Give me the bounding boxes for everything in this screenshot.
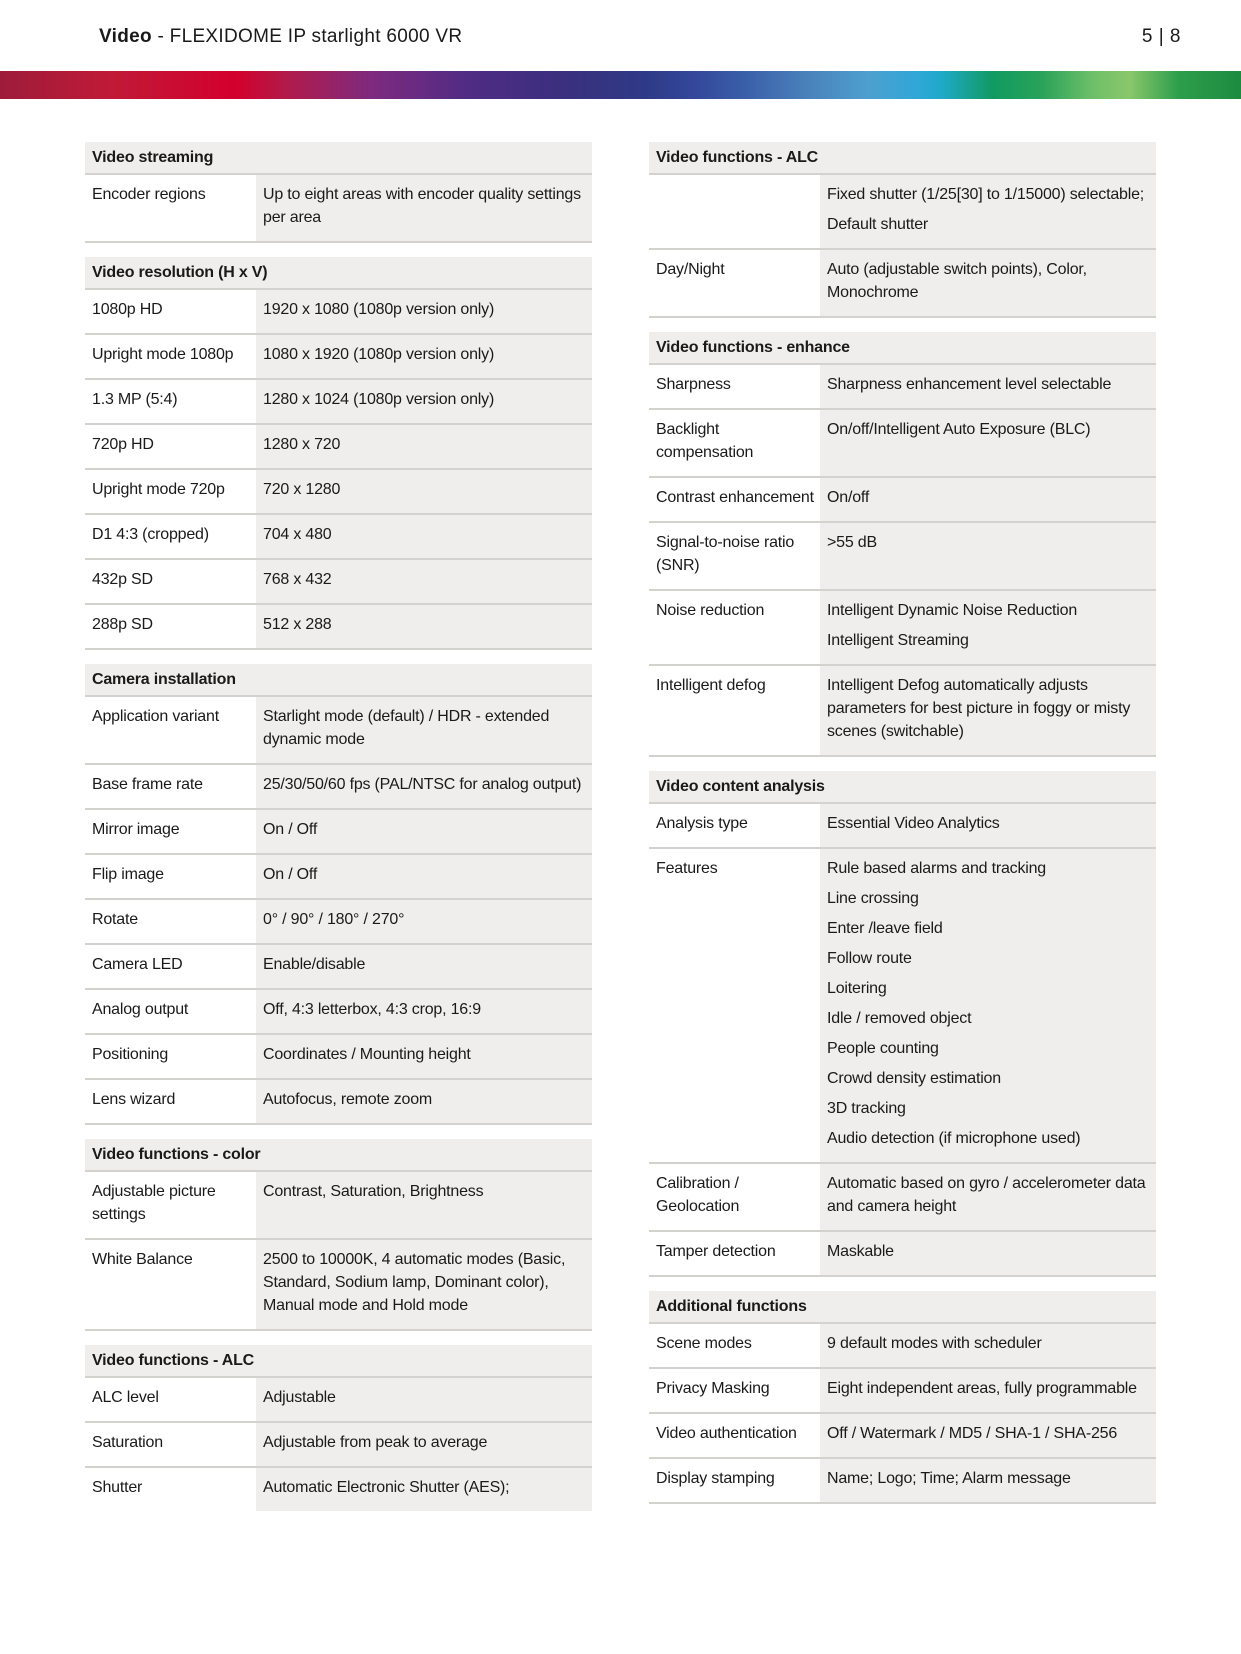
spec-label: Adjustable picture settings <box>85 1172 256 1238</box>
spec-value-line: Essential Video Analytics <box>827 815 1000 832</box>
spec-value-line: Fixed shutter (1/25[30] to 1/15000) selectable; <box>827 186 1145 203</box>
spec-section-video-resolution-h-x-v <box>85 257 592 650</box>
spec-row <box>649 523 1156 591</box>
spec-value <box>820 523 1156 589</box>
spec-label: Lens wizard <box>85 1080 256 1123</box>
spec-label: Analog output <box>85 990 256 1033</box>
spec-row <box>85 1423 592 1468</box>
title-rest: - FLEXIDOME IP starlight 6000 VR <box>151 26 463 47</box>
spec-label: 1080p HD <box>85 290 256 333</box>
spec-value <box>820 478 1156 521</box>
spec-value <box>820 1324 1156 1367</box>
spec-row <box>649 849 1156 1164</box>
spec-value <box>820 1164 1156 1230</box>
spec-label: Noise reduction <box>649 591 820 664</box>
spec-label: Analysis type <box>649 804 820 847</box>
spec-value-line: 1280 x 1024 (1080p version only) <box>263 391 495 408</box>
spec-row <box>649 478 1156 523</box>
spec-row <box>649 666 1156 757</box>
spec-section-video-functions-alc <box>649 142 1156 318</box>
spec-value-line: On/off <box>827 489 870 506</box>
spec-value-line: Audio detection (if microphone used) <box>827 1130 1081 1147</box>
spec-value-line: Autofocus, remote zoom <box>263 1091 433 1108</box>
spec-value-line: Contrast, Saturation, Brightness <box>263 1183 484 1200</box>
spec-row <box>85 605 592 650</box>
spec-row <box>649 1232 1156 1277</box>
spec-value <box>256 380 592 423</box>
spec-value-line: Idle / removed object <box>827 1010 972 1027</box>
spec-row <box>85 1240 592 1331</box>
spec-row <box>85 380 592 425</box>
spec-value <box>256 515 592 558</box>
spec-value <box>256 945 592 988</box>
section-heading: Video functions - ALC <box>649 142 1156 175</box>
spec-value-line: Enable/disable <box>263 956 366 973</box>
spec-value-line: Intelligent Dynamic Noise Reduction <box>827 602 1078 619</box>
spec-row <box>649 1324 1156 1369</box>
spec-row <box>85 990 592 1035</box>
spec-row <box>649 1414 1156 1459</box>
spec-value <box>256 900 592 943</box>
spec-row <box>85 515 592 560</box>
spec-value-line: Follow route <box>827 950 912 967</box>
spec-row <box>85 1035 592 1080</box>
spec-row <box>649 1164 1156 1232</box>
spec-value-line: People counting <box>827 1040 939 1057</box>
spec-value <box>256 290 592 333</box>
spec-value-line: On / Off <box>263 866 318 883</box>
spec-value-line: 0° / 90° / 180° / 270° <box>263 911 405 928</box>
spec-row <box>649 250 1156 318</box>
spec-section-video-functions-alc <box>85 1345 592 1511</box>
spec-label: 1.3 MP (5:4) <box>85 380 256 423</box>
spec-label: Day/Night <box>649 250 820 316</box>
spec-label: Application variant <box>85 697 256 763</box>
spec-row <box>85 290 592 335</box>
spec-value-line: >55 dB <box>827 534 877 551</box>
spec-label: Backlight compensation <box>649 410 820 476</box>
spec-label: Features <box>649 849 820 1162</box>
color-band <box>0 71 1241 99</box>
spec-value-line: Maskable <box>827 1243 894 1260</box>
spec-value-line: Loitering <box>827 980 887 997</box>
spec-label: Rotate <box>85 900 256 943</box>
spec-section-camera-installation <box>85 664 592 1125</box>
spec-value-line: Line crossing <box>827 890 919 907</box>
spec-label: 288p SD <box>85 605 256 648</box>
section-heading: Video functions - ALC <box>85 1345 592 1378</box>
spec-value-line: Default shutter <box>827 216 929 233</box>
spec-value <box>256 855 592 898</box>
spec-value-line: Automatic Electronic Shutter (AES); <box>263 1479 510 1496</box>
spec-label: 432p SD <box>85 560 256 603</box>
spec-row <box>85 470 592 515</box>
spec-label: Tamper detection <box>649 1232 820 1275</box>
spec-section-video-content-analysis <box>649 771 1156 1277</box>
spec-value <box>256 1035 592 1078</box>
spec-label: Sharpness <box>649 365 820 408</box>
spec-row <box>649 410 1156 478</box>
spec-value-line: Name; Logo; Time; Alarm message <box>827 1470 1071 1487</box>
spec-value <box>820 666 1156 755</box>
section-heading: Video functions - enhance <box>649 332 1156 365</box>
page-title <box>99 26 462 48</box>
left-column <box>85 142 592 1525</box>
spec-label: Encoder regions <box>85 175 256 241</box>
spec-value-line: 720 x 1280 <box>263 481 341 498</box>
spec-label: Signal-to-noise ratio (SNR) <box>649 523 820 589</box>
spec-value <box>820 410 1156 476</box>
spec-value-line: 1920 x 1080 (1080p version only) <box>263 301 495 318</box>
spec-label: ALC level <box>85 1378 256 1421</box>
spec-value <box>820 1232 1156 1275</box>
spec-value <box>256 990 592 1033</box>
spec-row <box>85 560 592 605</box>
spec-row <box>649 1459 1156 1504</box>
spec-value <box>820 591 1156 664</box>
spec-label: Positioning <box>85 1035 256 1078</box>
spec-value-line: On / Off <box>263 821 318 838</box>
spec-value-line: Coordinates / Mounting height <box>263 1046 471 1063</box>
spec-row <box>85 765 592 810</box>
spec-label: Privacy Masking <box>649 1369 820 1412</box>
spec-row <box>85 1080 592 1125</box>
spec-value <box>256 1378 592 1421</box>
spec-value-line: Starlight mode (default) / HDR - extended dynamic mode <box>263 708 550 748</box>
spec-value <box>820 804 1156 847</box>
spec-value-line: Intelligent Streaming <box>827 632 969 649</box>
spec-value <box>256 560 592 603</box>
section-heading: Video content analysis <box>649 771 1156 804</box>
spec-label: Upright mode 1080p <box>85 335 256 378</box>
spec-value <box>256 605 592 648</box>
spec-row <box>85 425 592 470</box>
spec-value-line: Auto (adjustable switch points), Color, Monochrome <box>827 261 1087 301</box>
spec-row <box>85 945 592 990</box>
spec-label: Upright mode 720p <box>85 470 256 513</box>
section-heading: Video functions - color <box>85 1139 592 1172</box>
right-column <box>649 142 1156 1518</box>
spec-label: D1 4:3 (cropped) <box>85 515 256 558</box>
spec-value-line: Adjustable <box>263 1389 336 1406</box>
spec-section-video-functions-color <box>85 1139 592 1331</box>
spec-value <box>256 697 592 763</box>
spec-value <box>256 810 592 853</box>
spec-row <box>85 855 592 900</box>
section-heading: Video resolution (H x V) <box>85 257 592 290</box>
spec-label: Mirror image <box>85 810 256 853</box>
spec-value <box>820 849 1156 1162</box>
spec-value <box>256 765 592 808</box>
spec-value-line: Crowd density estimation <box>827 1070 1001 1087</box>
spec-label: Scene modes <box>649 1324 820 1367</box>
spec-row <box>649 1369 1156 1414</box>
title-bold: Video <box>99 26 152 47</box>
spec-label: Calibration / Geolocation <box>649 1164 820 1230</box>
spec-value <box>256 1468 592 1511</box>
spec-section-additional-functions <box>649 1291 1156 1504</box>
section-heading: Camera installation <box>85 664 592 697</box>
spec-value-line: 1080 x 1920 (1080p version only) <box>263 346 495 363</box>
spec-label: Display stamping <box>649 1459 820 1502</box>
spec-value <box>820 1459 1156 1502</box>
spec-label: Flip image <box>85 855 256 898</box>
spec-value <box>256 1423 592 1466</box>
spec-row <box>85 900 592 945</box>
spec-value <box>820 250 1156 316</box>
spec-row <box>85 810 592 855</box>
spec-label: 720p HD <box>85 425 256 468</box>
spec-row <box>649 591 1156 666</box>
spec-value-line: Rule based alarms and tracking <box>827 860 1047 877</box>
spec-value-line: 1280 x 720 <box>263 436 341 453</box>
spec-value-line: 768 x 432 <box>263 571 332 588</box>
page-header <box>0 0 1241 70</box>
spec-value <box>820 175 1156 248</box>
spec-row <box>85 1378 592 1423</box>
spec-row <box>85 335 592 380</box>
spec-row <box>649 175 1156 250</box>
spec-label: White Balance <box>85 1240 256 1329</box>
spec-section-video-functions-enhance <box>649 332 1156 757</box>
spec-value-line: Eight independent areas, fully programmable <box>827 1380 1137 1397</box>
spec-value <box>820 365 1156 408</box>
spec-value <box>256 175 592 241</box>
spec-value <box>256 335 592 378</box>
spec-value <box>256 1080 592 1123</box>
spec-row <box>649 365 1156 410</box>
spec-value-line: Enter /leave field <box>827 920 943 937</box>
spec-value-line: 704 x 480 <box>263 526 332 543</box>
page-number: 5 | 8 <box>1141 26 1181 47</box>
spec-value-line: 25/30/50/60 fps (PAL/NTSC for analog output) <box>263 776 582 793</box>
spec-value <box>256 425 592 468</box>
spec-value <box>256 1240 592 1329</box>
spec-row <box>85 1468 592 1511</box>
spec-label: Intelligent defog <box>649 666 820 755</box>
spec-value-line: Off / Watermark / MD5 / SHA-1 / SHA-256 <box>827 1425 1118 1442</box>
spec-value-line: 2500 to 10000K, 4 automatic modes (Basic, Standard, Sodium lamp, Dominant color), Manual mode and Hold mode <box>263 1251 566 1314</box>
spec-value-line: 9 default modes with scheduler <box>827 1335 1042 1352</box>
spec-label <box>649 175 820 248</box>
spec-value-line: Intelligent Defog automatically adjusts parameters for best picture in foggy or misty scenes (switchable) <box>827 677 1131 740</box>
spec-row <box>85 697 592 765</box>
spec-value-line: Sharpness enhancement level selectable <box>827 376 1112 393</box>
spec-value <box>256 470 592 513</box>
spec-value-line: Up to eight areas with encoder quality settings per area <box>263 186 581 226</box>
spec-value-line: 512 x 288 <box>263 616 332 633</box>
spec-value-line: Adjustable from peak to average <box>263 1434 488 1451</box>
spec-value <box>820 1414 1156 1457</box>
spec-row <box>649 804 1156 849</box>
spec-label: Shutter <box>85 1468 256 1511</box>
spec-row <box>85 175 592 243</box>
spec-label: Video authentication <box>649 1414 820 1457</box>
spec-value <box>820 1369 1156 1412</box>
section-heading: Additional functions <box>649 1291 1156 1324</box>
spec-value-line: On/off/Intelligent Auto Exposure (BLC) <box>827 421 1091 438</box>
spec-value-line: Automatic based on gyro / accelerometer data and camera height <box>827 1175 1146 1215</box>
spec-label: Base frame rate <box>85 765 256 808</box>
section-heading: Video streaming <box>85 142 592 175</box>
spec-label: Contrast enhancement <box>649 478 820 521</box>
spec-section-video-streaming <box>85 142 592 243</box>
spec-label: Saturation <box>85 1423 256 1466</box>
spec-label: Camera LED <box>85 945 256 988</box>
spec-row <box>85 1172 592 1240</box>
spec-value-line: 3D tracking <box>827 1100 906 1117</box>
spec-value <box>256 1172 592 1238</box>
spec-value-line: Off, 4:3 letterbox, 4:3 crop, 16:9 <box>263 1001 481 1018</box>
